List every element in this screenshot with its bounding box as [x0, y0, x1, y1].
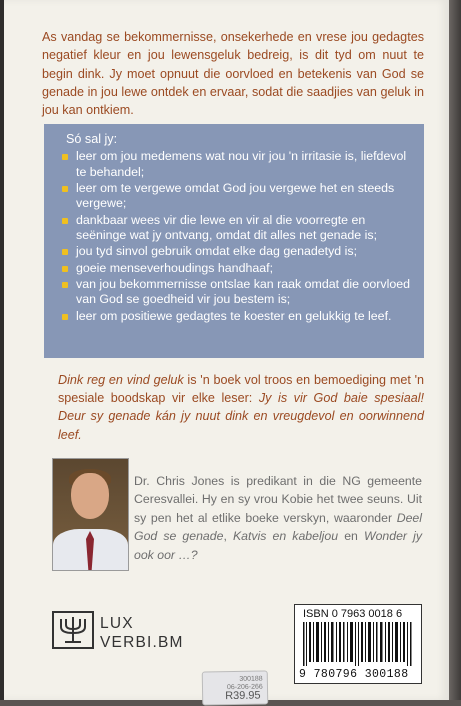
bullet-icon [62, 266, 68, 272]
list-item: van jou bekommernisse ontslae kan raak omdat die oorvloed van God se goedheid vir jou bestem is; [62, 277, 412, 308]
benefits-list [62, 149, 412, 325]
barcode [294, 604, 422, 684]
list-item: leer om jou medemens wat nou vir jou 'n irritasie is, liefdevol te behandel; [62, 149, 412, 180]
bullet-icon [62, 249, 68, 255]
isbn-number: 9 780796 300188 [299, 668, 409, 681]
promo-paragraph: Dink reg en vind geluk is 'n boek vol troos en bemoediging met 'n spesiale boodskap vir elke leser: Jy is vir God baie spesiaal! Deur sy genade kán jy nuut dink en vreugdevol en oorwinnend leef. [58, 373, 424, 442]
isbn-label: ISBN 0 7963 0018 6 [303, 608, 403, 620]
bullet-icon [62, 218, 68, 224]
price-label: R39.95 [225, 689, 261, 703]
bullet-icon [62, 186, 68, 192]
book-title: Dink reg en vind geluk [58, 373, 184, 387]
publisher-name: LUX VERBI.BM [100, 615, 184, 651]
benefits-panel [44, 124, 424, 358]
list-item: dankbaar wees vir die lewe en vir al die voorregte en seëninge wat jy ontvang, omdat dit alles net genade is; [62, 213, 412, 244]
bullet-icon [62, 154, 68, 160]
list-item: goeie menseverhoudings handhaaf; [62, 261, 412, 277]
list-item: leer om positiewe gedagtes te koester en gelukkig te leef. [62, 309, 412, 325]
menorah-logo-icon [52, 611, 94, 649]
promo-tagline: Jy is vir God baie spesiaal! Deur sy genade kán jy nuut dink en vreugdevol en oorwinnend leef. [58, 391, 424, 442]
bullet-icon [62, 314, 68, 320]
cover-edge [449, 0, 461, 700]
bullet-icon [62, 282, 68, 288]
sticker-code: 300188 06-206-266 [226, 675, 263, 692]
author-bio: Dr. Chris Jones is predikant in die NG gemeente Ceresvallei. Hy en sy vrou Kobie het twee seuns. Uit sy pen het al etlike boeke verskyn, waaronder Deel God se genade, Katvis en kabeljou en Wonder jy ook oor …? [134, 474, 422, 562]
intro-paragraph: As vandag se bekommernisse, onsekerhede en vrese jou gedagtes negatief kleur en jou lewensgeluk bedreig, is dit tyd om nuut te begin dink. Jy moet opnuut die oorvloed en betekenis van God se genade in jou lewe ontdek en ervaar, sodat die saadjies van geluk in jou kan ontkiem. [42, 30, 424, 118]
barcode-bars [303, 622, 413, 666]
panel-heading: Só sal jy: [66, 132, 118, 146]
author-photo [52, 458, 129, 571]
list-item: jou tyd sinvol gebruik omdat elke dag genadetyd is; [62, 244, 412, 260]
price-sticker [202, 670, 269, 705]
list-item: leer om te vergewe omdat God jou vergewe het en steeds vergewe; [62, 181, 412, 212]
